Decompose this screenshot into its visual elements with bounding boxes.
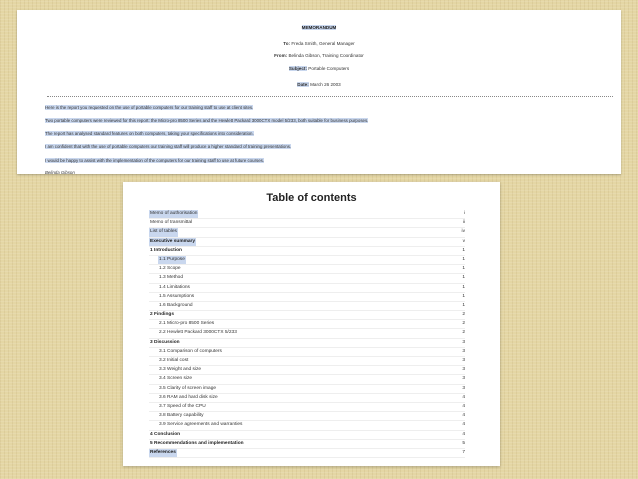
toc-entry-label: 2 Findings	[150, 312, 174, 318]
toc-entry	[149, 311, 465, 320]
toc-entry-label: 3.2 Initial cost	[159, 358, 189, 363]
toc-entry	[149, 339, 465, 348]
memo-subject-line	[17, 66, 621, 72]
toc-entry-page: 2	[462, 312, 465, 318]
toc-entry-label: 3.8 Battery capability	[159, 413, 204, 419]
toc-entry-label: 3.7 Speed of the CPU	[159, 403, 206, 409]
toc-entry	[149, 412, 465, 421]
toc-entry-label: Memo of authorisation	[149, 210, 198, 218]
toc-entry-page: 2	[462, 330, 465, 336]
toc-entry-page: 3	[462, 339, 465, 345]
toc-entry	[149, 219, 465, 228]
toc-entry-page: v	[462, 238, 465, 244]
toc-entry-label: 3.9 Service agreements and warranties	[159, 422, 243, 428]
memo-paragraph: I am confident that with the use of portable computers our training staff will produce a higher standard of training presentations.	[45, 144, 292, 149]
toc-entry-page: 1	[462, 284, 465, 290]
memo-date-label: Date:	[297, 82, 309, 87]
table-of-contents-page	[123, 182, 500, 466]
toc-entry-page: 1	[462, 247, 465, 253]
toc-entry-page: 4	[462, 431, 465, 437]
toc-entry-label: 2.2 Hewlett Packard 3000CTX 5/233	[159, 330, 237, 336]
toc-entry	[149, 247, 465, 256]
toc-entry-page: i	[463, 211, 465, 216]
toc-entry	[149, 375, 465, 384]
toc-entry	[149, 348, 465, 357]
toc-entry-page: 5	[462, 440, 465, 446]
toc-entry-label: 1.4 Limitations	[159, 284, 190, 290]
toc-entry	[149, 256, 465, 265]
toc-entry	[149, 293, 465, 302]
toc-entry-label: 5 Recommendations and implementation	[150, 440, 244, 446]
memo-subject-label: Subject:	[288, 66, 307, 71]
toc-entry	[149, 366, 465, 375]
toc-entry-label: References	[149, 449, 177, 457]
toc-entry-page: 3	[462, 348, 465, 354]
memo-to-line	[17, 41, 621, 47]
toc-entry-label: 1 Introduction	[150, 247, 182, 253]
memo-date-line	[17, 82, 621, 88]
toc-entry-page: 3	[462, 358, 465, 363]
memo-signature: Belinda Gibson	[45, 170, 75, 175]
toc-entry	[149, 265, 465, 274]
memo-from-value: Belinda Gibson, Training Coordinator	[288, 53, 364, 58]
toc-entry	[149, 394, 465, 403]
toc-entry-page: iv	[461, 229, 465, 235]
toc-entry-page: 4	[462, 413, 465, 419]
toc-entry-page: 1	[462, 275, 465, 281]
toc-entry-page: 3	[462, 385, 465, 391]
memo-from-line	[17, 53, 621, 59]
toc-entry-label: 3.4 Screen size	[159, 376, 193, 382]
memo-to-value: Freda Smith, General Manager	[291, 41, 355, 46]
memo-divider	[47, 96, 613, 97]
toc-entry-page: 3	[462, 367, 465, 373]
toc-entry	[149, 357, 465, 366]
toc-entry-label: 1.5 Assumptions	[159, 293, 195, 299]
memo-title: MEMORANDUM	[301, 25, 337, 30]
toc-entry-label: 1.3 Method	[159, 275, 184, 281]
toc-entry	[149, 284, 465, 293]
toc-entry-label: Executive summary	[149, 238, 196, 246]
toc-entry-label: Memo of transmittal	[150, 220, 193, 226]
toc-entry-label: 3 Discussion	[150, 339, 180, 345]
toc-entry	[149, 329, 465, 338]
toc-entry	[149, 440, 465, 449]
toc-entry-label: 2.1 Micro-pro 8500 Series	[159, 321, 215, 327]
toc-entry-page: 1	[462, 256, 465, 262]
toc-entry	[149, 431, 465, 440]
memo-paragraph: Two portable computers were reviewed for this report: the Micro-pro 8500 Series and the Hewlett Packard 3000CTX model 5/233, both suitable for business purposes.	[45, 118, 369, 123]
toc-entry	[149, 320, 465, 329]
toc-entry-page: ii	[462, 220, 465, 226]
toc-entry-label: 3.1 Comparison of computers	[159, 348, 222, 354]
memo-paragraph: I would be happy to assist with the implementation of the computers for our training staff to use at future courses.	[45, 158, 265, 163]
toc-entry	[149, 449, 465, 458]
toc-entry-page: 4	[462, 422, 465, 428]
toc-entry-label: 3.3 Weight and size	[159, 367, 202, 373]
toc-entry	[149, 421, 465, 430]
toc-title: Table of contents	[266, 192, 357, 204]
memo-to-label: To:	[283, 41, 291, 46]
toc-entry-page: 4	[462, 403, 465, 409]
toc-entry-label: 1.6 Background	[159, 302, 193, 308]
memo-from-label: From:	[274, 53, 288, 58]
toc-entry	[149, 228, 465, 237]
memo-page	[17, 10, 621, 174]
toc-entry	[149, 210, 465, 219]
toc-entry-label: 1.1 Purpose	[158, 256, 186, 264]
toc-entry	[149, 385, 465, 394]
toc-entry-label: 3.6 RAM and hard disk size	[159, 394, 218, 400]
toc-entry-label: 3.5 Clarity of screen image	[159, 385, 217, 391]
toc-entry-label: List of tables	[149, 228, 178, 236]
toc-entry-label: 1.2 Scope	[159, 266, 181, 272]
toc-entry-label: 4 Conclusion	[150, 431, 181, 437]
toc-entry	[149, 274, 465, 283]
toc-list	[149, 210, 465, 458]
toc-entry-page: 1	[462, 266, 465, 272]
toc-entry-page: 2	[462, 321, 465, 327]
toc-entry-page: 7	[462, 449, 465, 455]
toc-entry	[149, 238, 465, 247]
toc-entry	[149, 403, 465, 412]
toc-entry-page: 3	[462, 376, 465, 382]
toc-entry-page: 4	[462, 394, 465, 400]
toc-entry	[149, 302, 465, 311]
memo-paragraph: Here is the report you requested on the use of portable computers for our training staff to use at client sites.	[45, 105, 254, 110]
toc-entry-page: 1	[462, 302, 465, 308]
toc-entry-page: 1	[462, 293, 465, 299]
memo-paragraph: The report has analysed standard features on both computers, taking your specifications into consideration.	[45, 131, 254, 136]
memo-subject-value: Portable Computers	[308, 66, 350, 71]
memo-date-value: March 26 2003	[310, 82, 341, 87]
